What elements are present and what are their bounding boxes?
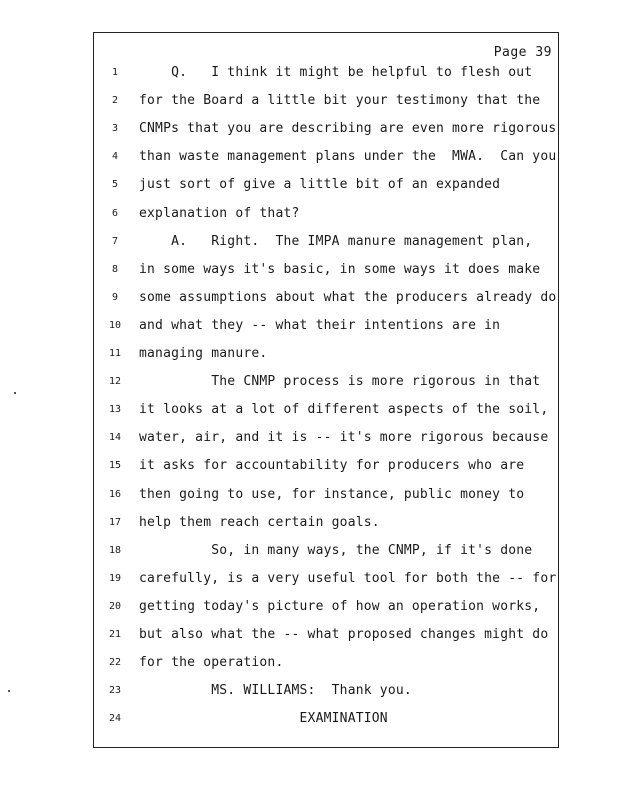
line-number: 20 (108, 600, 122, 612)
transcript-line (94, 372, 558, 392)
line-text: CNMPs that you are describing are even more rigorous (139, 121, 557, 137)
line-text: then going to use, for instance, public money to (139, 486, 525, 502)
page-number: Page 39 (493, 45, 552, 60)
transcript-line (94, 344, 558, 364)
transcript-lines (94, 33, 558, 747)
line-text: in some ways it's basic, in some ways it does make (139, 261, 541, 277)
line-text: help them reach certain goals. (139, 514, 380, 530)
line-text: managing manure. (139, 346, 268, 361)
transcript-line (94, 91, 558, 111)
line-number: 16 (108, 488, 122, 500)
line-number: 12 (108, 376, 122, 388)
line-text: EXAMINATION (139, 711, 388, 727)
transcript-line (94, 625, 558, 645)
line-text: than waste management plans under the MWA. Can you (139, 149, 557, 165)
line-text: but also what the -- what proposed changes might do (139, 627, 549, 642)
transcript-line (94, 260, 558, 280)
transcript-line (94, 232, 558, 252)
scan-mark (8, 690, 10, 692)
line-text: and what they -- what their intentions are in (139, 317, 501, 333)
line-text: MS. WILLIAMS: Thank you. (139, 683, 412, 699)
transcript-line (94, 63, 558, 83)
transcript-line (94, 709, 558, 729)
transcript-line (94, 513, 558, 533)
line-number: 4 (111, 151, 119, 163)
line-number: 9 (111, 291, 119, 303)
line-number: 19 (108, 572, 122, 584)
line-text: water, air, and it is -- it's more rigorous because (139, 430, 549, 446)
line-number: 22 (108, 657, 122, 669)
line-number: 23 (108, 685, 122, 697)
line-text: So, in many ways, the CNMP, if it's done (139, 542, 533, 558)
line-text: Q. I think it might be helpful to flesh out (139, 65, 533, 80)
line-text: just sort of give a little bit of an expanded (139, 177, 501, 193)
line-number: 11 (108, 348, 122, 359)
transcript-line (94, 681, 558, 701)
transcript-line (94, 485, 558, 505)
line-text: The CNMP process is more rigorous in that (139, 374, 541, 390)
line-number: 14 (108, 432, 122, 444)
transcript-line (94, 597, 558, 617)
line-number: 7 (111, 235, 119, 247)
transcript-line (94, 456, 558, 476)
transcript-line (94, 569, 558, 589)
transcript-line (94, 428, 558, 448)
transcript-line (94, 288, 558, 308)
line-number: 6 (111, 207, 119, 219)
line-text: for the operation. (139, 655, 284, 671)
line-number: 10 (108, 319, 122, 331)
line-number: 13 (108, 404, 122, 416)
line-text: explanation of that? (139, 205, 300, 221)
transcript-line (94, 653, 558, 673)
line-number: 8 (111, 263, 119, 275)
transcript-line (94, 119, 558, 139)
line-text: A. Right. The IMPA manure management plan, (139, 233, 533, 249)
transcript-line (94, 147, 558, 167)
line-number: 3 (111, 123, 119, 135)
line-text: it asks for accountability for producers who are (139, 458, 525, 474)
line-text: it looks at a lot of different aspects of the soil, (139, 402, 549, 418)
transcript-line (94, 400, 558, 420)
line-number: 18 (108, 544, 122, 556)
transcript-line (94, 175, 558, 195)
line-text: for the Board a little bit your testimony that the (139, 93, 541, 109)
line-number: 15 (108, 460, 122, 472)
line-number: 21 (108, 629, 122, 640)
transcript-line (94, 541, 558, 561)
line-text: carefully, is a very useful tool for both the -- for (139, 570, 557, 586)
transcript-line (94, 316, 558, 336)
line-number: 2 (111, 95, 119, 107)
line-number: 17 (108, 516, 122, 528)
transcript-line (94, 204, 558, 224)
line-number: 24 (108, 713, 122, 725)
line-text: getting today's picture of how an operation works, (139, 598, 541, 614)
line-text: some assumptions about what the producers already do (139, 289, 557, 305)
line-number: 1 (111, 67, 119, 78)
transcript-page (93, 32, 559, 748)
scan-mark (14, 392, 16, 394)
line-number: 5 (111, 179, 119, 191)
